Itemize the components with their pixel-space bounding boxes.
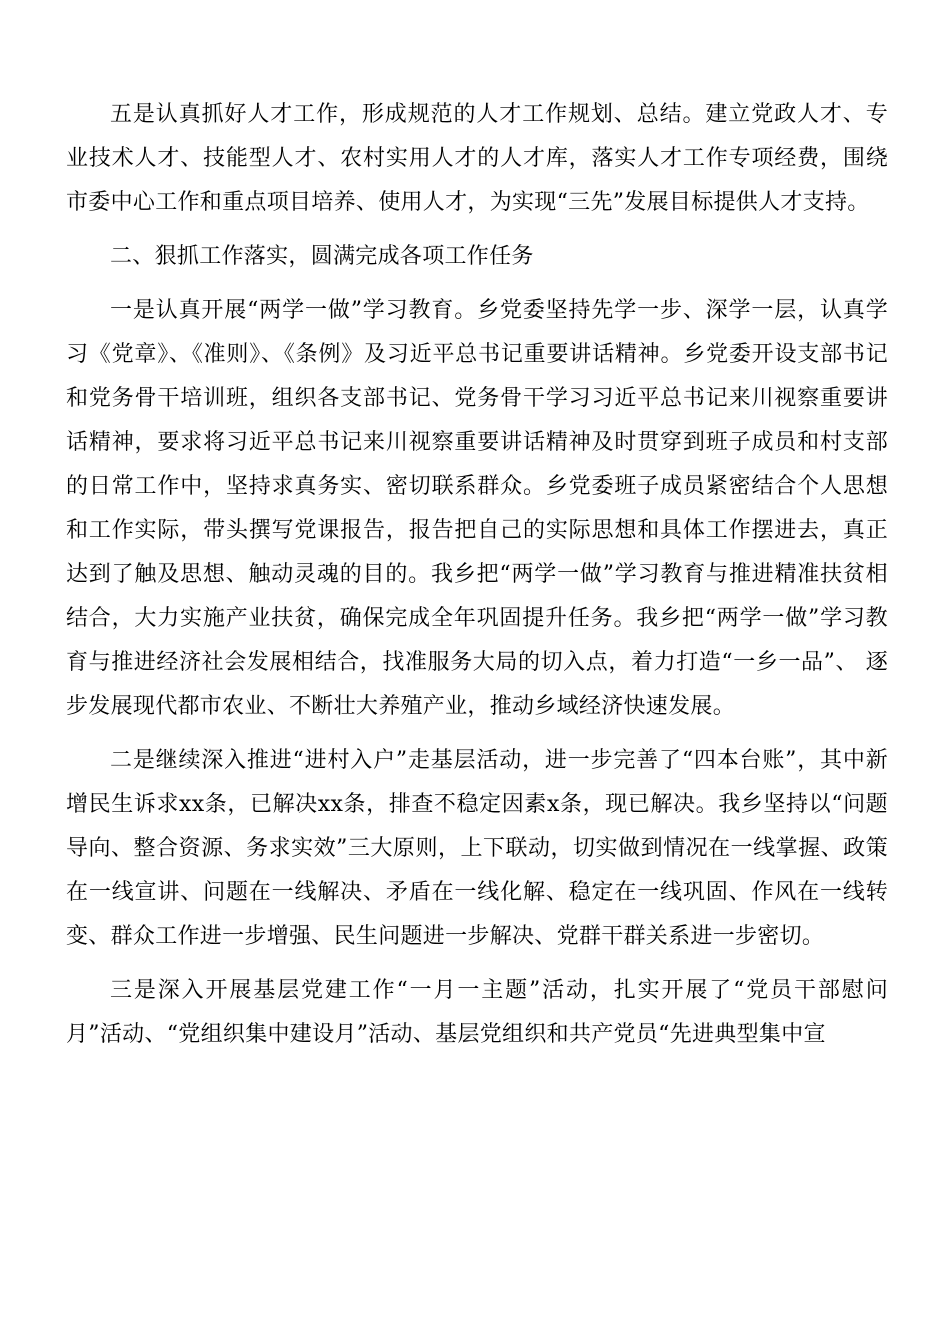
paragraph-monthly-theme: 三是深入开展基层党建工作“一月一主题”活动，扎实开展了“党员干部慰问月”活动、“党组织集中建设月”活动、基层党组织和共产党员“先进典型集中宣: [66, 978, 888, 1047]
section-heading-work-tasks: 二、狠抓工作落实，圆满完成各项工作任务: [110, 244, 534, 269]
paragraph-study-education: 一是认真开展“两学一做”学习教育。乡党委坚持先学一步、深学一层，认真学习《党章》、《准则》、《条例》及习近平总书记重要讲话精神。乡党委开设支部书记和党务骨干培训班，组织各支部书记、党务骨干学习习近平总书记来川视察重要讲话精神，要求将习近平总书记来川视察重要讲话精神及时贯穿到班子成员和村支部的日常工作中，坚持求真务实、密切联系群众。乡党委班子成员紧密结合个人思想和工作实际，带头撰写党课报告，报告把自己的实际思想和具体工作摆进去，真正达到了触及思想、触动灵魂的目的。我乡把“两学一做”学习教育与推进精准扶贫相结合，大力实施产业扶贫，确保完成全年巩固提升任务。我乡把“两学一做”学习教育与推进经济社会发展相结合，找准服务大局的切入点，着力打造“一乡一品”、 逐步发展现代都市农业、不断壮大养殖产业，推动乡域经济快速发展。: [66, 298, 888, 719]
paragraph-talent-work: 五是认真抓好人才工作，形成规范的人才工作规划、总结。建立党政人才、专业技术人才、技能型人才、农村实用人才的人才库，落实人才工作专项经费，围绕市委中心工作和重点项目培养、使用人才，为实现“三先”发展目标提供人才支持。: [66, 102, 888, 215]
paragraph-village-visits: 二是继续深入推进“进村入户”走基层活动，进一步完善了“四本台账”，其中新增民生诉求xx条，已解决xx条，排查不稳定因素x条，现已解决。我乡坚持以“问题导向、整合资源、务求实效”三大原则，上下联动，切实做到情况在一线掌握、政策在一线宣讲、问题在一线解决、矛盾在一线化解、稳定在一线巩固、作风在一线转变、群众工作进一步增强、民生问题进一步解决、党群干群关系进一步密切。: [66, 748, 888, 949]
document-page: [66, 93, 888, 1067]
